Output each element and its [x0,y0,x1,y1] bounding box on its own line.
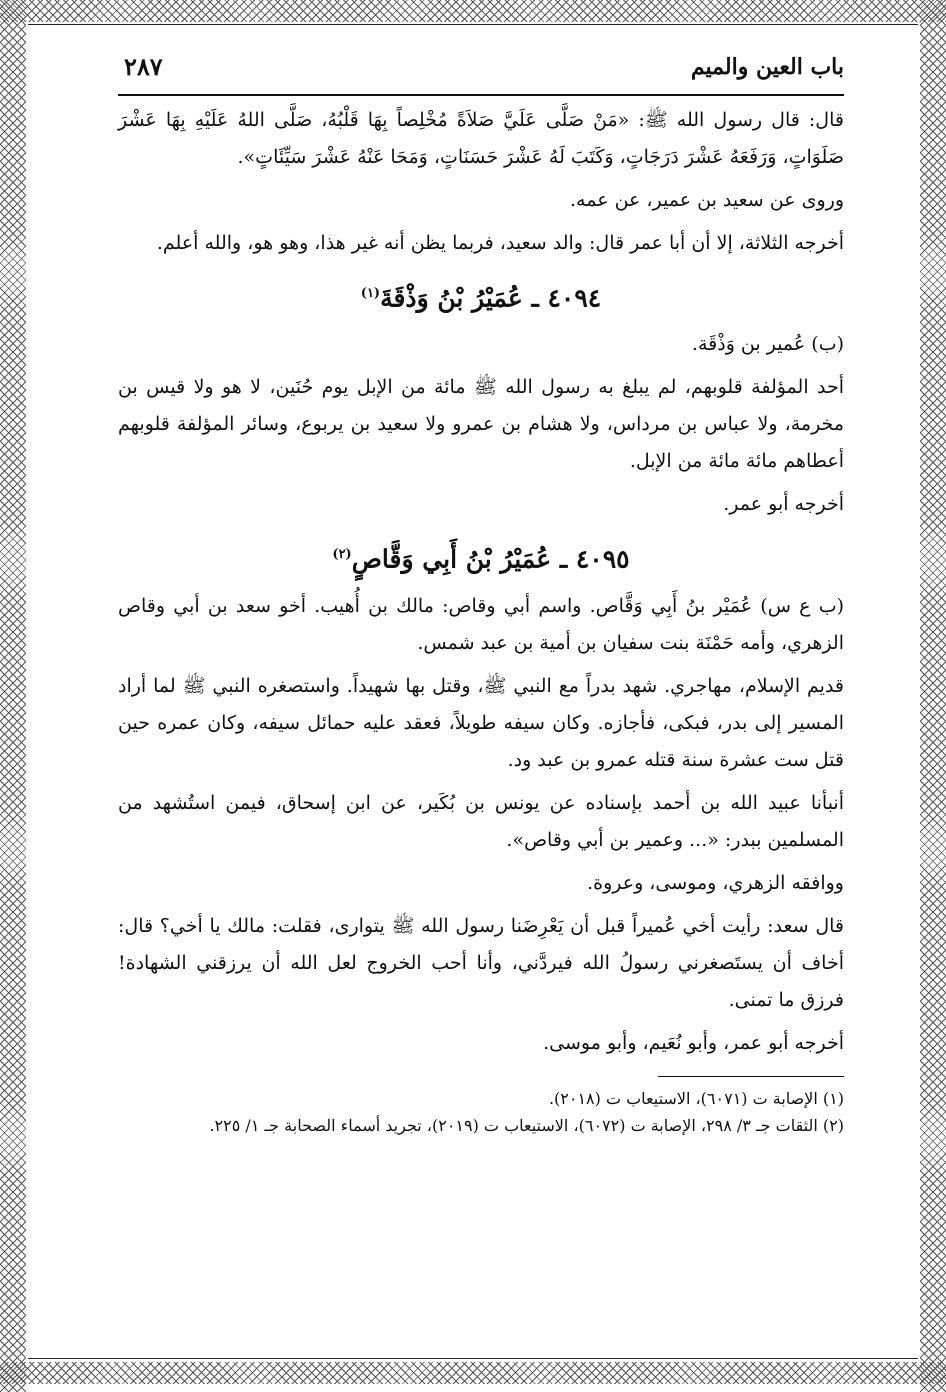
paragraph-attribution: أخرجه الثلاثة، إلا أن أبا عمر قال: والد سعيد، فربما يظن أنه غير هذا، وهو هو، والله أعلم. [156,232,844,254]
footnote-separator [658,1076,844,1077]
entry-title-4095 [118,535,844,579]
entry-4094-paragraph: (ب) عُمير بن وَذْقَة. [691,333,844,356]
decorative-border-bottom [0,1362,946,1384]
entry-4095-paragraph: أنبأنا عبيد الله بن أحمد بإسناده عن يونس بن بُكَير، عن ابن إسحاق، فيمن استُشهد من المسلمين ببدر: «... وعمير بن أبي وقاص». [118,791,844,851]
entry-4094-paragraph: أخرجه أبو عمر. [723,493,844,516]
paragraph-hadith: قال: قال رسول الله ﷺ: «مَنْ صَلَّى عَلَيَّ صَلاَةً مُخْلِصاً بِهَا قَلْبُهُ، صَلَّى اللهُ عَلَيْهِ بِهَا عَشْرَ صَلَوَاتٍ، وَرَفَعَهُ عَشْرَ دَرَجَاتٍ، وَكَتَبَ لَهُ عَشْرَ حَسَنَاتٍ، وَمَحَا عَنْهُ عَشْرَ سَيِّئَاتٍ». [118,109,844,168]
footnote-2: (٢) الثقات جـ ٣/ ٢٩٨، الإصابة ت (٦٠٧٢)، الاستيعاب ت (٢٠١٩)، تجريد أسماء الصحابة جـ ١/ ٢٢٥. [209,1115,844,1135]
footnote-1: (١) الإصابة ت (٦٠٧١)، الاستيعاب ت (٢٠١٨). [548,1088,844,1108]
decorative-border-right [920,0,946,1392]
entry-4095-paragraph: قديم الإسلام، مهاجري. شهد بدراً مع النبي ﷺ، وقتل بها شهيداً. واستصغره النبي ﷺ لما أراد المسير إلى بدر، فبكى، فأجازه. وكان سيفه طويلاً، فعقد عليه حمائل سيفه، وكان عمره حين قتل ست عشرة سنة قتله عمرو بن عبد ود. [118,674,844,771]
running-title: باب العين والميم [690,54,844,80]
entry-4095-paragraph: قال سعد: رأيت أخي عُميراً قبل أن يَعْرِضَنا رسول الله ﷺ يتوارى، فقلت: مالك يا أخي؟ قال: أخاف أن يستَصغرني رسولُ الله فيردَّني، وأنا أحب الخروج لعل الله أن يرزقني الشهادة! فرزق ما تمنى. [118,914,844,1011]
entry-4095-paragraph: أخرجه أبو عمر، وأبو نُعَيم، وأبو موسى. [543,1031,844,1054]
entry-4095-paragraph: (ب ع س) عُمَيْر بنُ أَبِي وَقَّاص. واسم أبي وقاص: مالك بن أُهيب. أخو سعد بن أبي وقاص الزهري، وأمه حَمْنَة بنت سفيان بن أمية بن عبد شمس. [118,594,844,654]
entry-title-4094 [118,274,844,318]
footnote-mark-1: (١) [360,286,381,301]
entry-4095-paragraph: ووافقه الزهري، وموسى، وعروة. [587,871,844,894]
page-number: ٢٨٧ [124,52,163,81]
page-body [118,48,844,1139]
entry-title-4094-text: ٤٠٩٤ ـ عُمَيْرُ بْنُ وَذْقَةَ [380,283,602,313]
entry-title-4095-text: ٤٠٩٥ ـ عُمَيْرُ بْنُ أَبِي وَقَّاصٍ [351,544,630,574]
footnote-mark-2: (٢) [332,547,352,563]
paragraph-narration: وروى عن سعيد بن عمير، عن عمه. [570,189,844,211]
entry-4094-paragraph: أحد المؤلفة قلوبهم، لم يبلغ به رسول الله ﷺ مائة من الإبل يوم حُنَين، لا هو ولا قيس بن مخرمة، ولا عباس بن مرداس، ولا هشام بن عمرو ولا سعيد بن يربوع، وسائر المؤلفة قلوبهم أعطاهم مائة مائة من الإبل. [118,376,844,473]
decorative-border-top [0,0,946,22]
inner-rule-bottom [28,1358,918,1359]
decorative-border-left [0,0,26,1392]
page-header [118,48,844,96]
inner-rule-top [28,24,918,25]
